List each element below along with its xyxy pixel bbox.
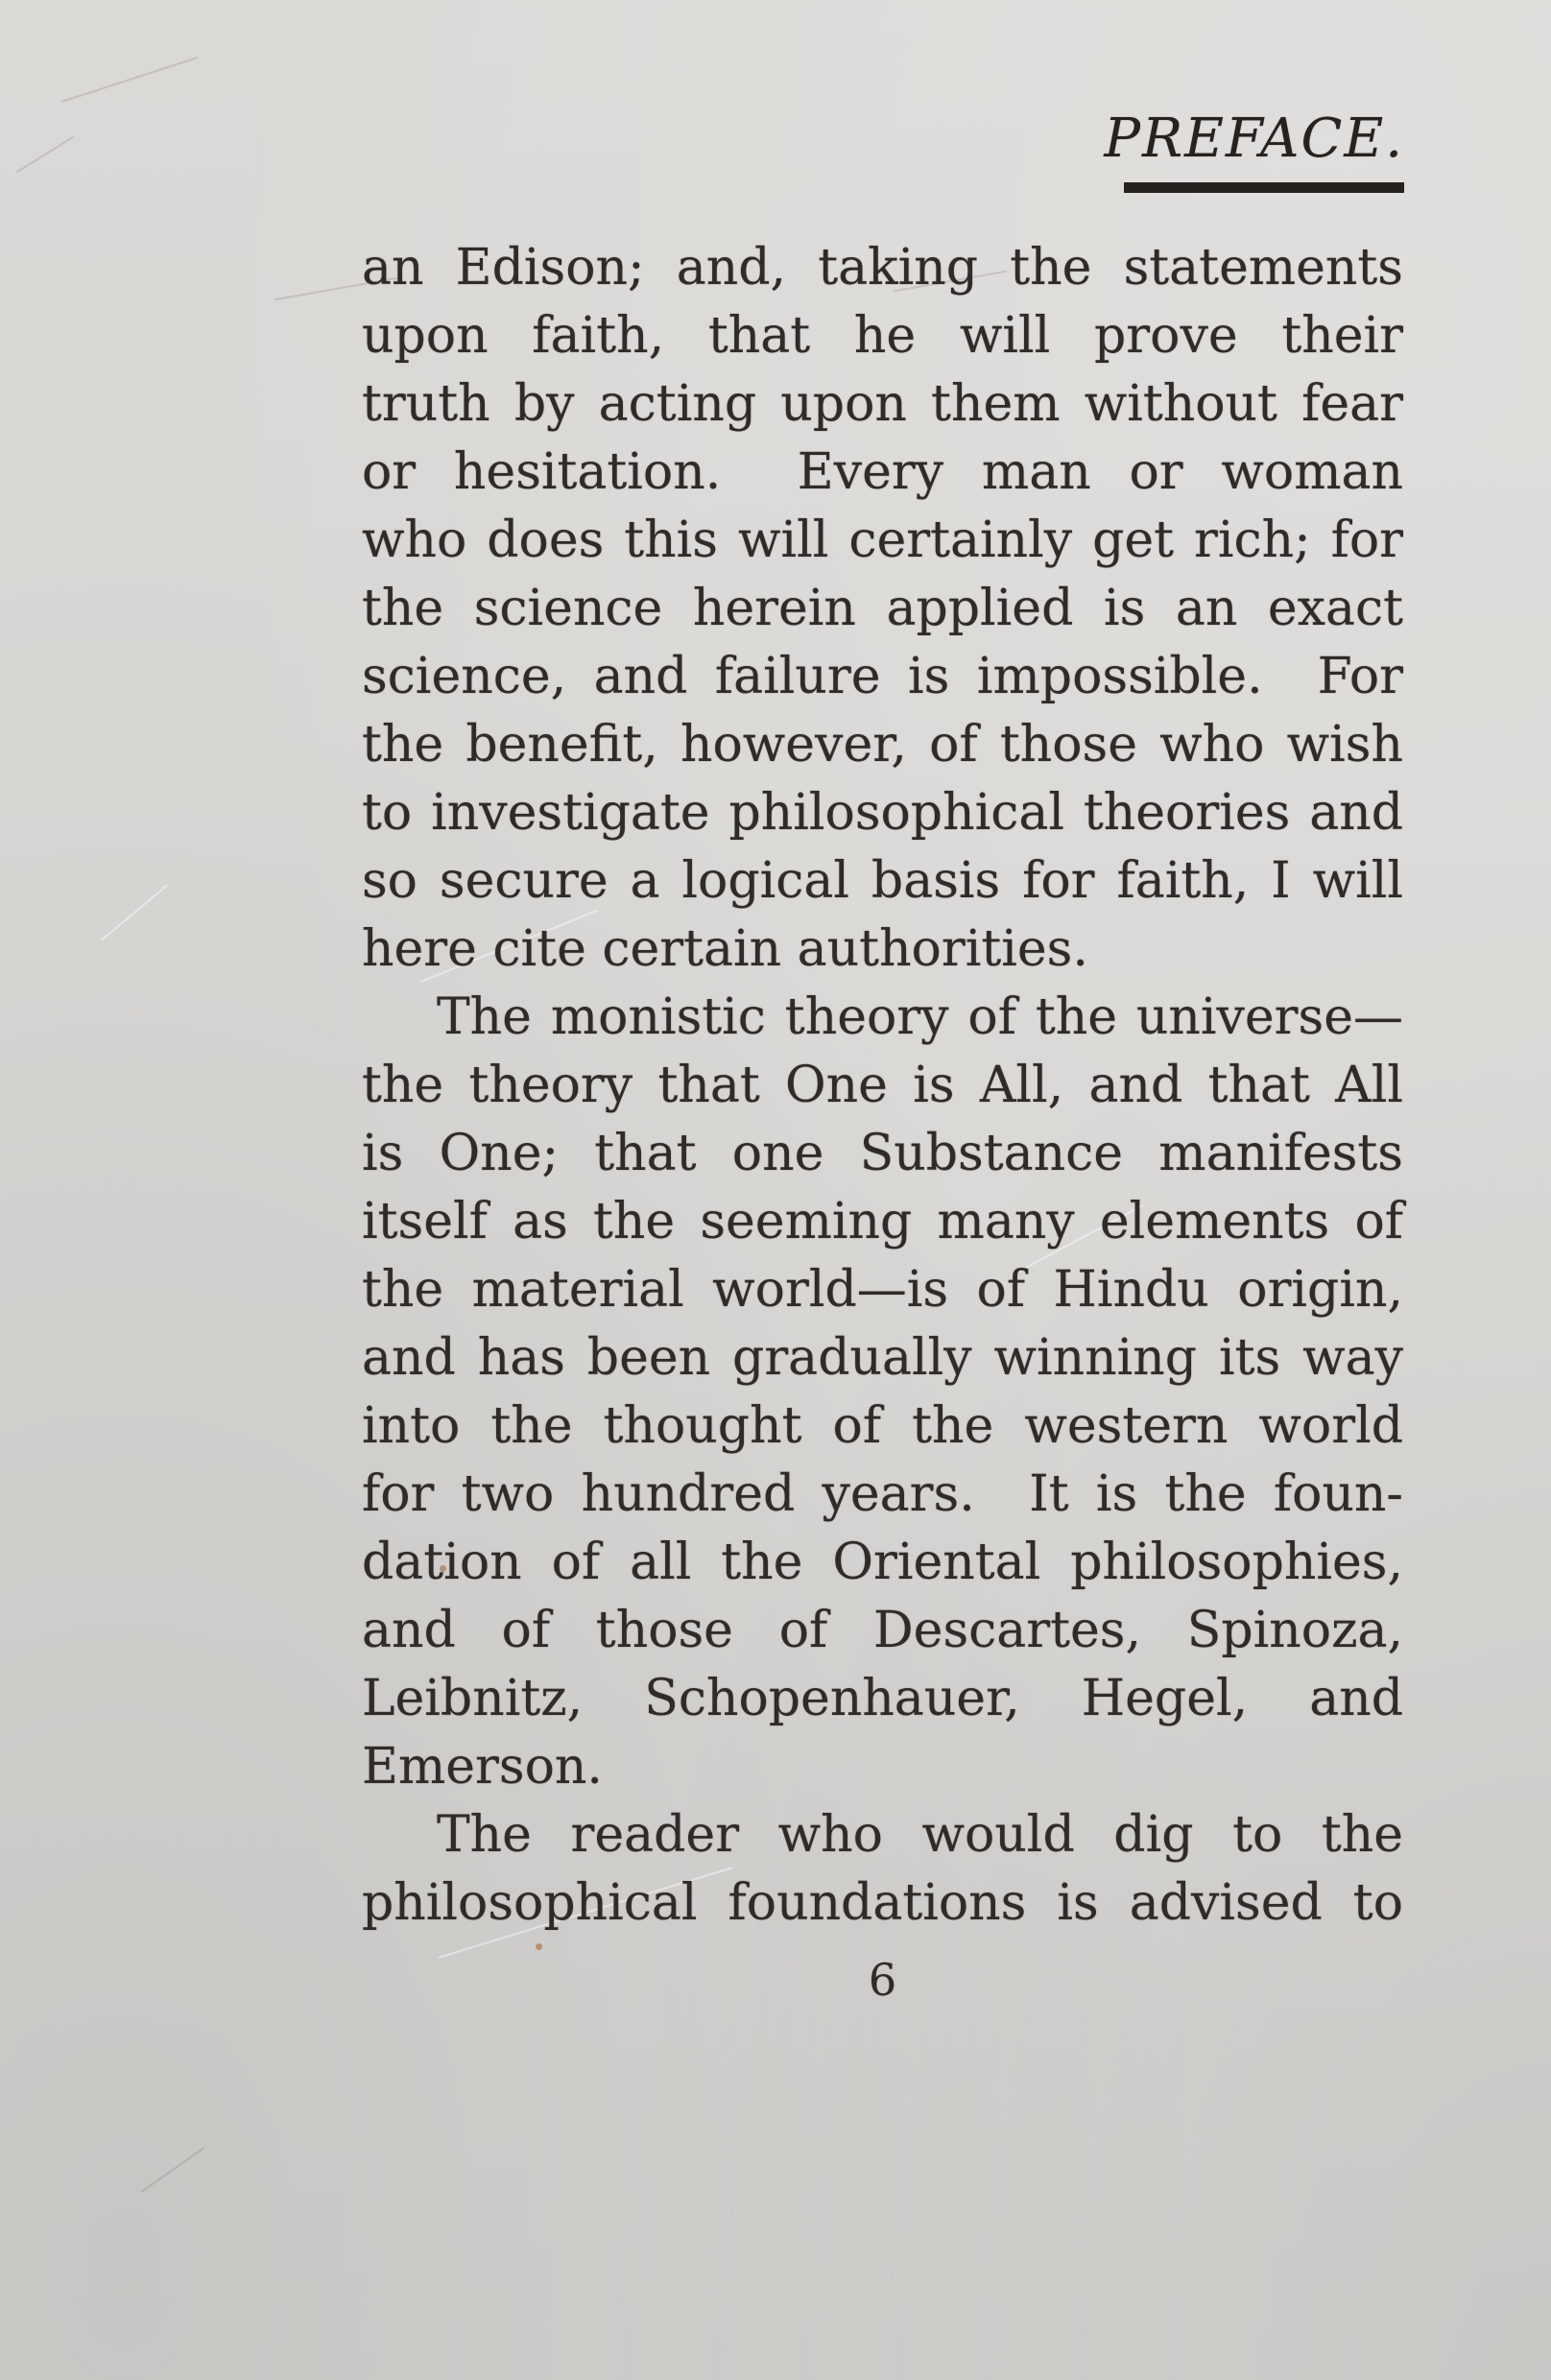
text-line: is One; that one Substance manifests [362, 1125, 1403, 1182]
text-line: Emerson. [362, 1738, 603, 1796]
text-line: to investigate philosophical theories and [362, 784, 1403, 842]
text-line: the benefit, however, of those who wish [362, 716, 1403, 774]
text-line: an Edison; and, taking the statements [362, 239, 1403, 297]
text-line: the theory that One is All, and that All [362, 1057, 1403, 1114]
text-line: Leibnitz, Schopenhauer, Hegel, and [362, 1670, 1403, 1727]
page-number: 6 [868, 1954, 897, 2006]
paper-scratch [101, 884, 168, 940]
preface-heading: PREFACE. [1104, 107, 1404, 170]
text-line: and has been gradually winning its way [362, 1329, 1403, 1387]
text-line: or hesitation. Every man or woman [362, 443, 1403, 501]
text-line: the science herein applied is an exact [362, 580, 1403, 637]
page-text [362, 234, 1403, 1938]
text-line: upon faith, that he will prove their [362, 307, 1403, 365]
text-line: who does this will certainly get rich; for [362, 512, 1403, 569]
preface-heading-block [1104, 107, 1404, 193]
text-line: The monistic theory of the universe— [437, 988, 1403, 1046]
paper-scratch [141, 2147, 205, 2193]
text-line: for two hundred years. It is the foun- [362, 1465, 1403, 1523]
heading-underline [1124, 182, 1404, 193]
text-line: science, and failure is impossible. For [362, 648, 1403, 705]
paper-scratch [60, 57, 198, 103]
paper-speck [536, 1943, 542, 1950]
text-line: the material world—is of Hindu origin, [362, 1261, 1403, 1319]
text-line: The reader who would dig to the [437, 1806, 1403, 1864]
text-line: and of those of Descartes, Spinoza, [362, 1602, 1403, 1659]
text-line: truth by acting upon them without fear [362, 375, 1403, 433]
text-line: dation of all the Oriental philosophies, [362, 1534, 1403, 1591]
text-line: itself as the seeming many elements of [362, 1193, 1403, 1250]
paper-scratch [16, 136, 74, 174]
text-line: into the thought of the western world [362, 1397, 1403, 1455]
text-line: philosophical foundations is advised to [362, 1874, 1403, 1932]
text-line: here cite certain authorities. [362, 920, 1088, 978]
text-line: so secure a logical basis for faith, I will [362, 852, 1403, 910]
